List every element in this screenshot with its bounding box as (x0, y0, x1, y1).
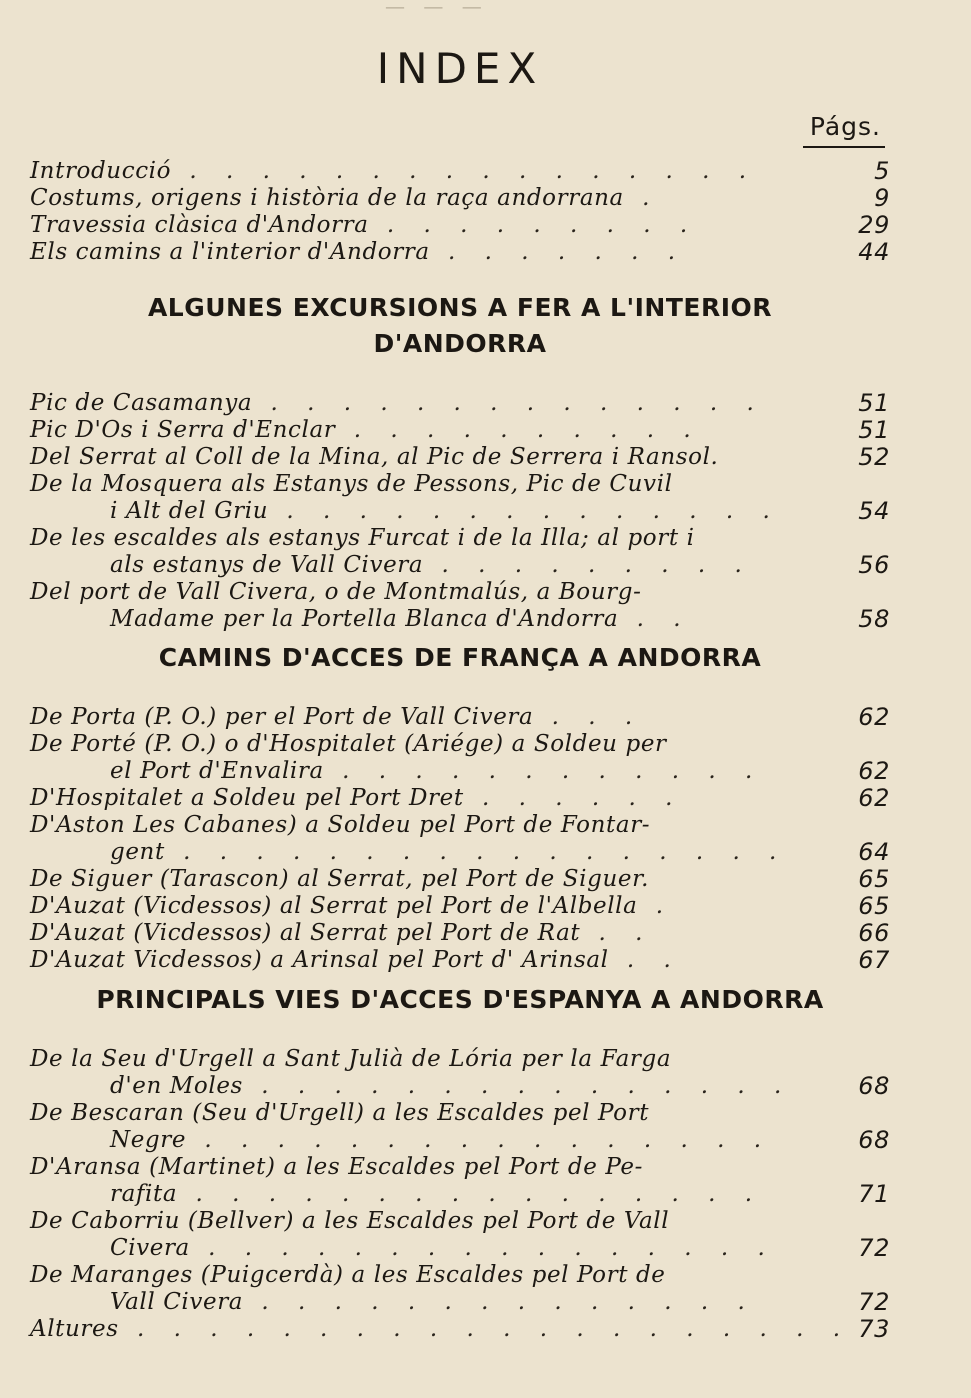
toc-entry[interactable] (30, 704, 890, 731)
dot-leader: . . . . . . . . . . . . . . . (242, 1073, 793, 1099)
page-number: 65 (858, 865, 890, 893)
toc-entry-title: D'Aston Les Cabanes) a Soldeu pel Port de Fontar- (30, 812, 651, 838)
pages-column-label: Págs. (809, 112, 881, 141)
page-number: 68 (858, 1072, 890, 1100)
toc-entry[interactable] (30, 785, 890, 812)
toc-entry[interactable] (30, 1100, 890, 1154)
toc-entry-title: De Bescaran (Seu d'Urgell) a les Escaldes pel Port (30, 1100, 650, 1126)
page-number: 68 (858, 1126, 890, 1154)
toc-entry-text (30, 606, 890, 633)
toc-entry[interactable] (30, 185, 890, 212)
toc-entry[interactable] (30, 866, 890, 893)
section-heading-line: ALGUNES EXCURSIONS A FER A L'INTERIOR (147, 293, 773, 322)
section-heading-line: PRINCIPALS VIES D'ACCES D'ESPANYA A ANDORRA (96, 985, 824, 1014)
page-number: 62 (858, 757, 890, 785)
toc-entry[interactable] (30, 893, 890, 920)
toc-entry[interactable] (30, 1208, 890, 1262)
toc-entry-title: als estanys de Vall Civera (110, 552, 424, 578)
toc-entry-text (30, 920, 890, 947)
section-heading (30, 290, 890, 362)
toc-entry[interactable] (30, 525, 890, 579)
toc-entry-title: D'Aransa (Martinet) a les Escaldes pel Port de Pe- (30, 1154, 644, 1180)
dot-leader: . . . . . . . . . . . . . . . . . . . . (118, 1316, 852, 1342)
dot-leader: . . . . . . . . . . . . . . (252, 390, 765, 416)
toc-entry-title: D'Hospitalet a Soldeu pel Port Dret (30, 785, 464, 811)
toc-entry-text (30, 471, 890, 498)
toc-entry-title: De la Seu d'Urgell a Sant Julià de Lória per la Farga (30, 1046, 672, 1072)
toc-entry[interactable] (30, 731, 890, 785)
dot-leader: . . . . . . . . . . . . (323, 758, 764, 784)
toc-entry-text (30, 579, 890, 606)
toc-entry-title: De Porta (P. O.) per el Port de Vall Civera (30, 704, 534, 730)
toc-entry-title: i Alt del Griu (110, 498, 269, 524)
toc-entry[interactable] (30, 444, 890, 471)
toc-entry-text (30, 947, 890, 974)
page-number: 66 (858, 919, 890, 947)
page-number: 56 (858, 551, 890, 579)
page-number: 51 (858, 389, 890, 417)
toc-entry-text (30, 785, 890, 812)
toc-entry-title: Pic D'Os i Serra d'Enclar (30, 417, 336, 443)
toc-entry-title: Altures (30, 1316, 119, 1342)
toc-entry[interactable] (30, 471, 890, 525)
toc-entry-text (30, 1154, 890, 1181)
toc-entry-text (30, 1235, 890, 1262)
toc-entry-title: Pic de Casamanya (30, 390, 253, 416)
toc-entry-text (30, 239, 890, 266)
toc-entry-text (30, 525, 890, 552)
page-number: 65 (858, 892, 890, 920)
toc-entry-text (30, 417, 890, 444)
dot-leader: . . . . . . . . . . . . . . . . (177, 1181, 764, 1207)
page-number: 29 (858, 211, 890, 239)
toc-section (30, 158, 890, 266)
section-heading-line: CAMINS D'ACCES DE FRANÇA A ANDORRA (158, 643, 762, 672)
show-through-text: — — — (385, 0, 488, 18)
toc-entry-text (30, 812, 890, 839)
toc-entry-text (30, 758, 890, 785)
toc-entry-text (30, 704, 890, 731)
page-number: 54 (858, 497, 890, 525)
toc-entry[interactable] (30, 417, 890, 444)
toc-entry-text (30, 839, 890, 866)
toc-entry[interactable] (30, 390, 890, 417)
page-number: 62 (858, 703, 890, 731)
toc-entry[interactable] (30, 1154, 890, 1208)
page-number: 44 (858, 238, 890, 266)
toc-section (30, 290, 890, 633)
toc-entry-text (30, 1046, 890, 1073)
dot-leader: . . . . . . . . . (423, 552, 753, 578)
toc-entry-title: Civera (110, 1235, 190, 1261)
toc-entry-text (30, 1100, 890, 1127)
toc-entry-title: Del Serrat al Coll de la Mina, al Pic de Serrera i Ransol. (30, 444, 719, 470)
toc-entry-title: De Siguer (Tarascon) al Serrat, pel Port de Siguer. (30, 866, 650, 892)
toc-entry[interactable] (30, 1046, 890, 1100)
toc-entry[interactable] (30, 212, 890, 239)
toc-entry-text (30, 1181, 890, 1208)
toc-entry-text (30, 893, 890, 920)
page-number: 5 (874, 157, 890, 185)
dot-leader: . (623, 185, 661, 211)
section-heading (30, 640, 890, 676)
toc-entry[interactable] (30, 812, 890, 866)
toc-section (30, 982, 890, 1343)
toc-entry-title: De Porté (P. O.) o d'Hospitalet (Ariége) a Soldeu per (30, 731, 667, 757)
toc-entry[interactable] (30, 579, 890, 633)
dot-leader: . . . . . . . . . . . . . . (268, 498, 781, 524)
toc-entry-title: Els camins a l'interior d'Andorra (30, 239, 430, 265)
toc-entry-title: Del port de Vall Civera, o de Montmalús, a Bourg- (30, 579, 642, 605)
toc-entry-text (30, 498, 890, 525)
page-number: 67 (858, 946, 890, 974)
toc-entry-title: De Caborriu (Bellver) a les Escaldes pel Port de Vall (30, 1208, 670, 1234)
toc-entry-text (30, 1208, 890, 1235)
section-heading (30, 982, 890, 1018)
toc-entry-text (30, 158, 890, 185)
section-heading-line: D'ANDORRA (373, 329, 547, 358)
toc-entry-title: De la Mosquera als Estanys de Pessons, Pic de Cuvil (30, 471, 673, 497)
toc-entry-title: Negre (110, 1127, 187, 1153)
dot-leader: . (637, 893, 675, 919)
page-number: 58 (858, 605, 890, 633)
dot-leader: . . . . . . . . . . . . . . . . (186, 1127, 773, 1153)
toc-entry-title: gent (110, 839, 165, 865)
dot-leader: . . . . . . . (429, 239, 687, 265)
toc-entry[interactable] (30, 239, 890, 266)
dot-leader: . . . . . . . . . . (335, 417, 702, 443)
page-number: 52 (858, 443, 890, 471)
toc-entry-text (30, 1316, 890, 1343)
toc-entry[interactable] (30, 1262, 890, 1316)
toc-entry-text (30, 1289, 890, 1316)
page-number: 9 (874, 184, 890, 212)
toc-section (30, 640, 890, 974)
page-number: 72 (858, 1234, 890, 1262)
toc-entry-title: rafita (110, 1181, 178, 1207)
toc-entry[interactable] (30, 920, 890, 947)
toc-entry-text (30, 866, 890, 893)
dot-leader: . . (580, 920, 654, 946)
toc-entry-title: De Maranges (Puigcerdà) a les Escaldes pel Port de (30, 1262, 666, 1288)
page-number: 64 (858, 838, 890, 866)
dot-leader: . . . (533, 704, 644, 730)
toc-entry-title: D'Auzat Vicdessos) a Arinsal pel Port d' Arinsal (30, 947, 609, 973)
toc-entry-text (30, 185, 890, 212)
page-number: 51 (858, 416, 890, 444)
toc-entry-title: De les escaldes als estanys Furcat i de la Illa; al port i (30, 525, 695, 551)
dot-leader: . . (608, 947, 682, 973)
pages-label-underline (803, 146, 885, 148)
page-number: 72 (858, 1288, 890, 1316)
dot-leader: . . . . . . . . . . . . . . . . (189, 1235, 776, 1261)
toc-entry-title: Vall Civera (110, 1289, 244, 1315)
toc-entry-text (30, 1262, 890, 1289)
toc-entry-text (30, 444, 890, 471)
dot-leader: . . . . . . (463, 785, 684, 811)
toc-entry-text (30, 390, 890, 417)
dot-leader: . . (618, 606, 692, 632)
toc-entry-text (30, 1127, 890, 1154)
toc-entry-title: el Port d'Envalira (110, 758, 324, 784)
toc-entry-title: Costums, origens i història de la raça andorrana (30, 185, 624, 211)
toc-entry[interactable] (30, 947, 890, 974)
dot-leader: . . . . . . . . . . . . . . (243, 1289, 756, 1315)
toc-entry-text (30, 731, 890, 758)
dot-leader: . . . . . . . . . . . . . . . . (171, 158, 758, 184)
dot-leader: . . . . . . . . . (368, 212, 699, 238)
toc-entry[interactable] (30, 1316, 890, 1343)
toc-entry-text (30, 552, 890, 579)
page-number: 62 (858, 784, 890, 812)
toc-entry-text (30, 212, 890, 239)
toc-entry-title: d'en Moles (110, 1073, 243, 1099)
toc-entry-title: D'Auzat (Vicdessos) al Serrat pel Port de Rat (30, 920, 581, 946)
toc-entry-title: Introducció (30, 158, 172, 184)
dot-leader: . . . . . . . . . . . . . . . . . (164, 839, 788, 865)
page-title: INDEX (376, 44, 544, 93)
toc-entry-title: Madame per la Portella Blanca d'Andorra (110, 606, 619, 632)
toc-entry[interactable] (30, 158, 890, 185)
page-number: 71 (858, 1180, 890, 1208)
toc-entry-text (30, 1073, 890, 1100)
toc-entry-title: D'Auzat (Vicdessos) al Serrat pel Port de l'Albella (30, 893, 638, 919)
page-number: 73 (858, 1315, 890, 1343)
toc-entry-title: Travessia clàsica d'Andorra (30, 212, 369, 238)
